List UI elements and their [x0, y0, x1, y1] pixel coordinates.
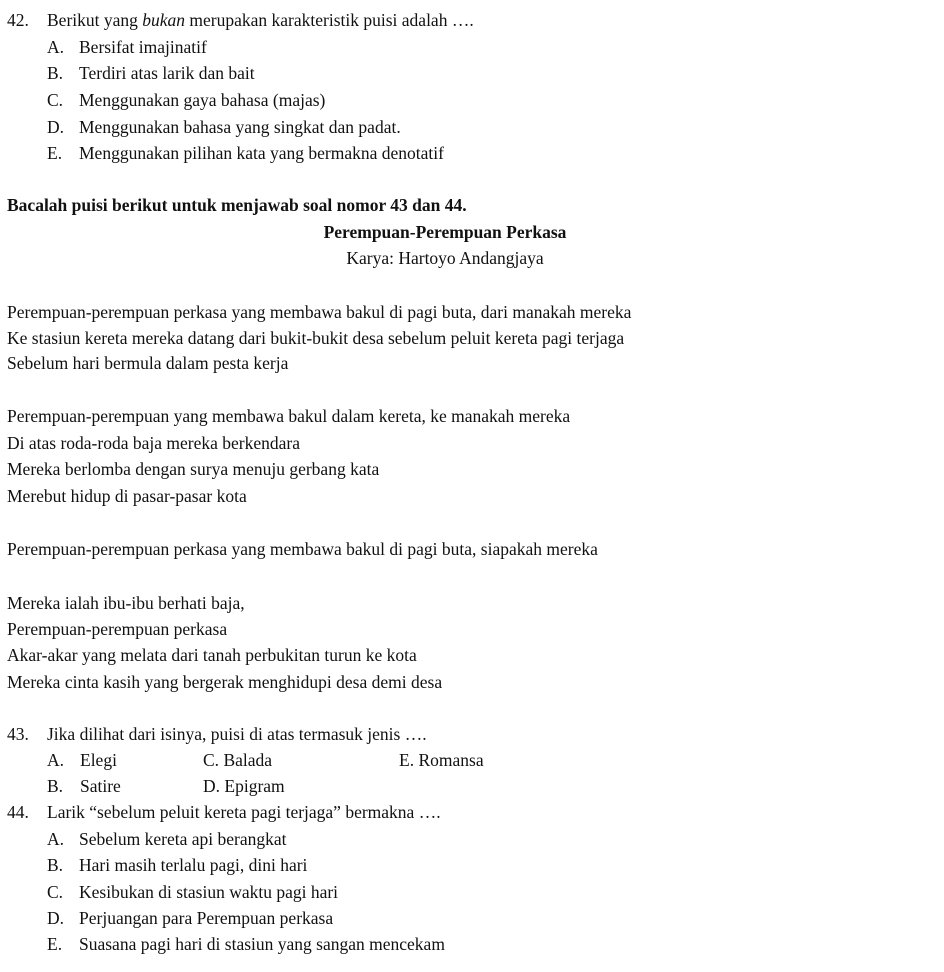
option-a[interactable]	[47, 37, 207, 57]
option-text: Romansa	[418, 750, 484, 770]
option-text: Elegi	[80, 750, 117, 770]
question-stem: Jika dilihat dari isinya, puisi di atas termasuk jenis ….	[47, 724, 427, 744]
option-letter: B.	[47, 63, 64, 83]
option-a[interactable]	[47, 750, 117, 770]
option-b[interactable]	[47, 776, 121, 796]
option-text: Menggunakan bahasa yang singkat dan padat.	[79, 117, 401, 137]
option-letter: B.	[47, 776, 64, 796]
poem-line: Sebelum hari bermula dalam pesta kerja	[7, 353, 289, 373]
option-text: Menggunakan pilihan kata yang bermakna denotatif	[79, 143, 444, 163]
option-letter: E.	[47, 143, 63, 163]
option-letter: D.	[47, 908, 65, 928]
option-letter: A.	[47, 750, 65, 770]
option-letter: D.	[203, 776, 221, 796]
option-letter: D.	[47, 117, 65, 137]
option-e[interactable]	[47, 143, 444, 163]
option-text: Epigram	[224, 776, 285, 796]
option-text: Sebelum kereta api berangkat	[79, 829, 287, 849]
option-e[interactable]	[399, 750, 484, 770]
option-text: Kesibukan di stasiun waktu pagi hari	[79, 882, 339, 902]
question-number: 43.	[7, 724, 29, 744]
option-text: Perjuangan para Perempuan perkasa	[79, 908, 334, 928]
option-letter: C.	[47, 90, 64, 110]
option-a[interactable]	[47, 829, 286, 849]
poem-line: Perempuan-perempuan yang membawa bakul dalam kereta, ke manakah mereka	[7, 406, 571, 426]
question-number: 44.	[7, 802, 29, 822]
stem-text: merupakan karakteristik puisi adalah ….	[185, 10, 474, 30]
option-b[interactable]	[47, 63, 255, 83]
option-letter: A.	[47, 37, 65, 57]
option-b[interactable]	[47, 855, 307, 875]
poem-line: Akar-akar yang melata dari tanah perbukitan turun ke kota	[7, 645, 417, 665]
option-text: Satire	[80, 776, 121, 796]
question-number: 42.	[7, 10, 29, 30]
option-e[interactable]	[47, 934, 445, 954]
reading-instruction: Bacalah puisi berikut untuk menjawab soal nomor 43 dan 44.	[7, 195, 467, 215]
poem-line: Mereka cinta kasih yang bergerak menghidupi desa demi desa	[7, 672, 443, 692]
poem-line: Mereka ialah ibu-ibu berhati baja,	[7, 593, 245, 613]
poem-line: Merebut hidup di pasar-pasar kota	[7, 486, 247, 506]
option-text: Terdiri atas larik dan bait	[79, 63, 255, 83]
question-stem	[47, 10, 474, 30]
option-c[interactable]	[47, 90, 325, 110]
stem-text: Berikut yang	[47, 10, 143, 30]
poem-author: Karya: Hartoyo Andangjaya	[346, 248, 544, 268]
poem-line: Mereka berlomba dengan surya menuju gerbang kata	[7, 459, 380, 479]
option-c[interactable]	[203, 750, 272, 770]
poem-title: Perempuan-Perempuan Perkasa	[323, 222, 567, 242]
option-d[interactable]	[203, 776, 285, 796]
option-d[interactable]	[47, 908, 333, 928]
option-text: Suasana pagi hari di stasiun yang sangan mencekam	[79, 934, 445, 954]
poem-line: Perempuan-perempuan perkasa	[7, 619, 228, 639]
option-letter: C.	[47, 882, 64, 902]
option-letter: B.	[47, 855, 64, 875]
option-letter: C.	[203, 750, 220, 770]
option-text: Bersifat imajinatif	[79, 37, 207, 57]
option-text: Menggunakan gaya bahasa (majas)	[79, 90, 326, 110]
option-letter: A.	[47, 829, 65, 849]
option-letter: E.	[47, 934, 63, 954]
option-d[interactable]	[47, 117, 401, 137]
poem-line: Di atas roda-roda baja mereka berkendara	[7, 433, 300, 453]
question-stem: Larik “sebelum peluit kereta pagi terjaga” bermakna ….	[47, 802, 441, 822]
stem-emphasis: bukan	[142, 10, 186, 30]
poem-line: Perempuan-perempuan perkasa yang membawa bakul di pagi buta, dari manakah mereka	[7, 302, 632, 322]
option-c[interactable]	[47, 882, 338, 902]
option-text: Balada	[223, 750, 273, 770]
option-letter: E.	[399, 750, 415, 770]
poem-line: Ke stasiun kereta mereka datang dari bukit-bukit desa sebelum peluit kereta pagi terjaga	[7, 328, 625, 348]
poem-line: Perempuan-perempuan perkasa yang membawa bakul di pagi buta, siapakah mereka	[7, 539, 598, 559]
option-text: Hari masih terlalu pagi, dini hari	[79, 855, 308, 875]
